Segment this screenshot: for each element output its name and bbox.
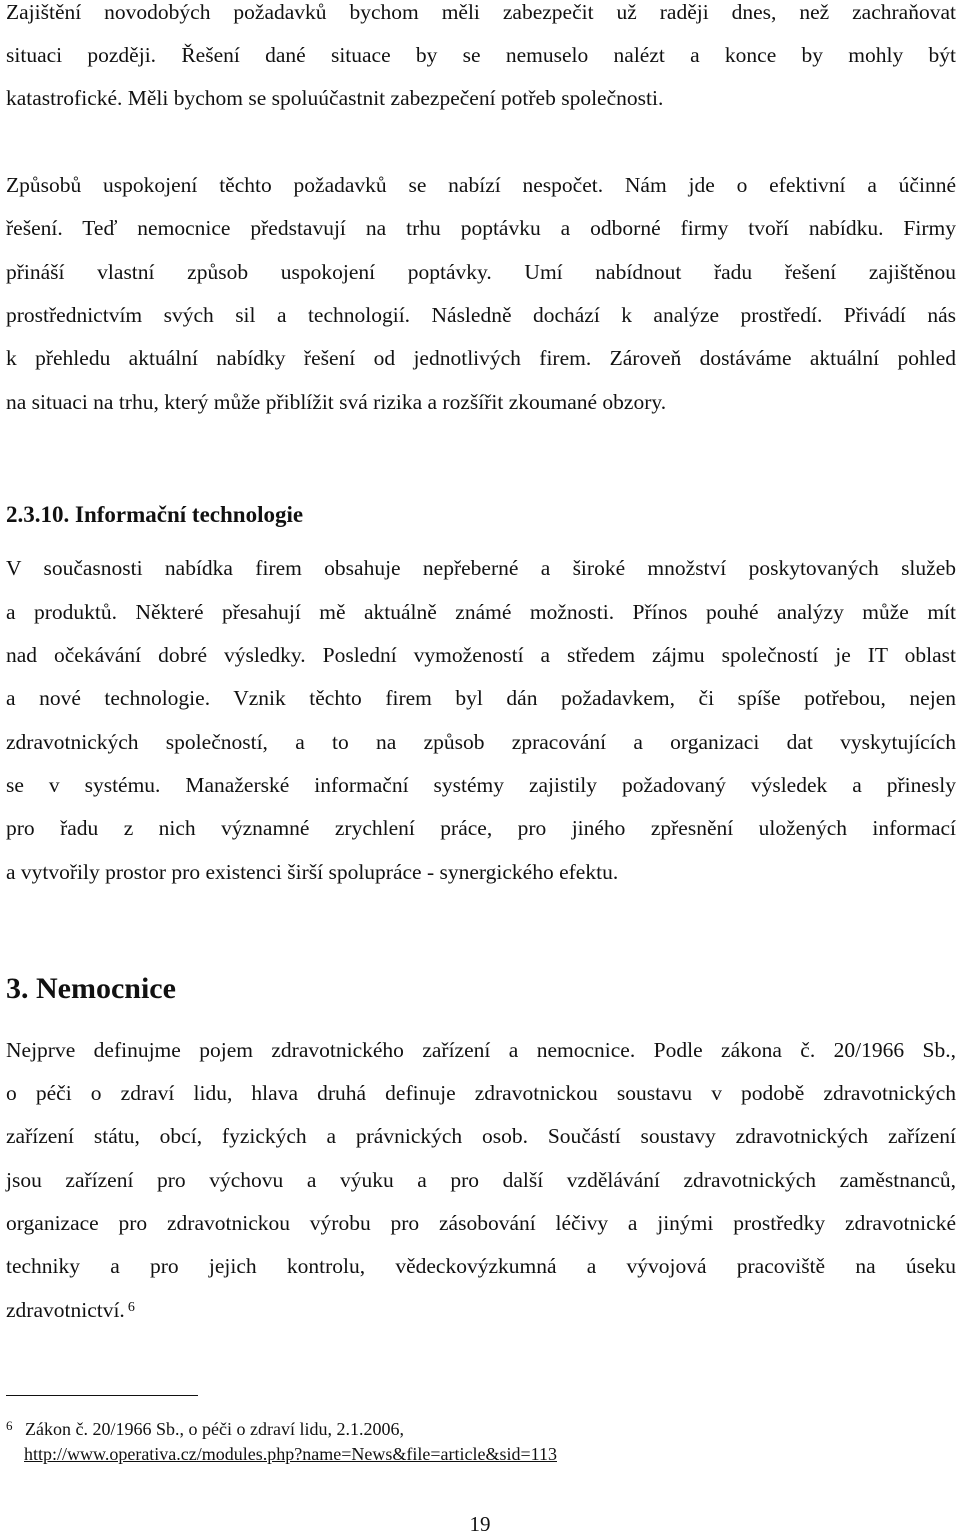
paragraph-line: situaci později. Řešení dané situace by se nemuselo nalézt a konce by mohly být (6, 43, 956, 67)
footnote (6, 1418, 404, 1440)
paragraph-line: o péči o zdraví lidu, hlava druhá definuje zdravotnickou soustavu v podobě zdravotnických (6, 1081, 956, 1105)
paragraph-line: prostřednictvím svých sil a technologií. Následně dochází k analýze prostředí. Přivádí nás (6, 303, 956, 327)
footnote-text: Zákon č. 20/1966 Sb., o péči o zdraví lidu, 2.1.2006, (25, 1419, 404, 1439)
paragraph-line: Nejprve definujme pojem zdravotnického zařízení a nemocnice. Podle zákona č. 20/1966 Sb., (6, 1038, 956, 1062)
paragraph-line: nad očekávání dobré výsledky. Poslední vymožeností a středem zájmu společností je IT oblast (6, 643, 956, 667)
paragraph-line: katastrofické. Měli bychom se spoluúčastnit zabezpečení potřeb společnosti. (6, 86, 664, 110)
page-number: 19 (469, 1512, 491, 1536)
paragraph-line (6, 1296, 956, 1324)
paragraph-line: a vytvořily prostor pro existenci širší spolupráce - synergického efektu. (6, 860, 619, 884)
chapter-heading: 3. Nemocnice (6, 972, 176, 1005)
paragraph-line: Způsobů uspokojení těchto požadavků se nabízí nespočet. Nám jde o efektivní a účinné (6, 173, 956, 197)
paragraph-line-text: zdravotnictví. (6, 1298, 125, 1322)
section-heading: 2.3.10. Informační technologie (6, 502, 304, 527)
footnote-link[interactable]: http://www.operativa.cz/modules.php?name=News&file=article&sid=113 (24, 1444, 557, 1464)
paragraph-line: techniky a pro jejich kontrolu, vědeckovýzkumná a vývojová pracoviště na úseku (6, 1254, 956, 1278)
paragraph-line: a nové technologie. Vznik těchto firem byl dán požadavkem, či spíše potřebou, nejen (6, 686, 956, 710)
paragraph-line: jsou zařízení pro výchovu a výuku a pro další vzdělávání zdravotnických zaměstnanců, (6, 1168, 956, 1192)
paragraph-line: Zajištění novodobých požadavků bychom měli zabezpečit už raději dnes, než zachraňovat (6, 0, 956, 24)
paragraph-line: zařízení státu, obcí, fyzických a právnických osob. Součástí soustavy zdravotnických zařízení (6, 1124, 956, 1148)
paragraph-line: přináší vlastní způsob uspokojení poptávky. Umí nabídnout řadu řešení zajištěnou (6, 260, 956, 284)
footnote-divider (6, 1395, 198, 1396)
paragraph-line: pro řadu z nich významné zrychlení práce, pro jiného zpřesnění uložených informací (6, 816, 956, 840)
footnote-link-line (24, 1443, 557, 1465)
paragraph-line: zdravotnických společností, a to na způsob zpracování a organizaci dat vyskytujících (6, 730, 956, 754)
paragraph-line: V současnosti nabídka firem obsahuje nepřeberné a široké množství poskytovaných služeb (6, 556, 956, 580)
paragraph-line: na situaci na trhu, který může přiblížit svá rizika a rozšířit zkoumané obzory. (6, 390, 667, 414)
footnote-number: 6 (6, 1418, 13, 1433)
paragraph-line: a produktů. Některé přesahují mě aktuálně známé možnosti. Přínos pouhé analýzy může mít (6, 600, 956, 624)
paragraph-line: řešení. Teď nemocnice představují na trhu poptávku a odborné firmy tvoří nabídku. Firmy (6, 216, 956, 240)
paragraph-line: k přehledu aktuální nabídky řešení od jednotlivých firem. Zároveň dostáváme aktuální pohled (6, 346, 956, 370)
footnote-reference[interactable]: 6 (127, 1300, 135, 1315)
paragraph-line: se v systému. Manažerské informační systémy zajistily požadovaný výsledek a přinesly (6, 773, 956, 797)
paragraph-line: organizace pro zdravotnickou výrobu pro zásobování léčivy a jinými prostředky zdravotnické (6, 1211, 956, 1235)
